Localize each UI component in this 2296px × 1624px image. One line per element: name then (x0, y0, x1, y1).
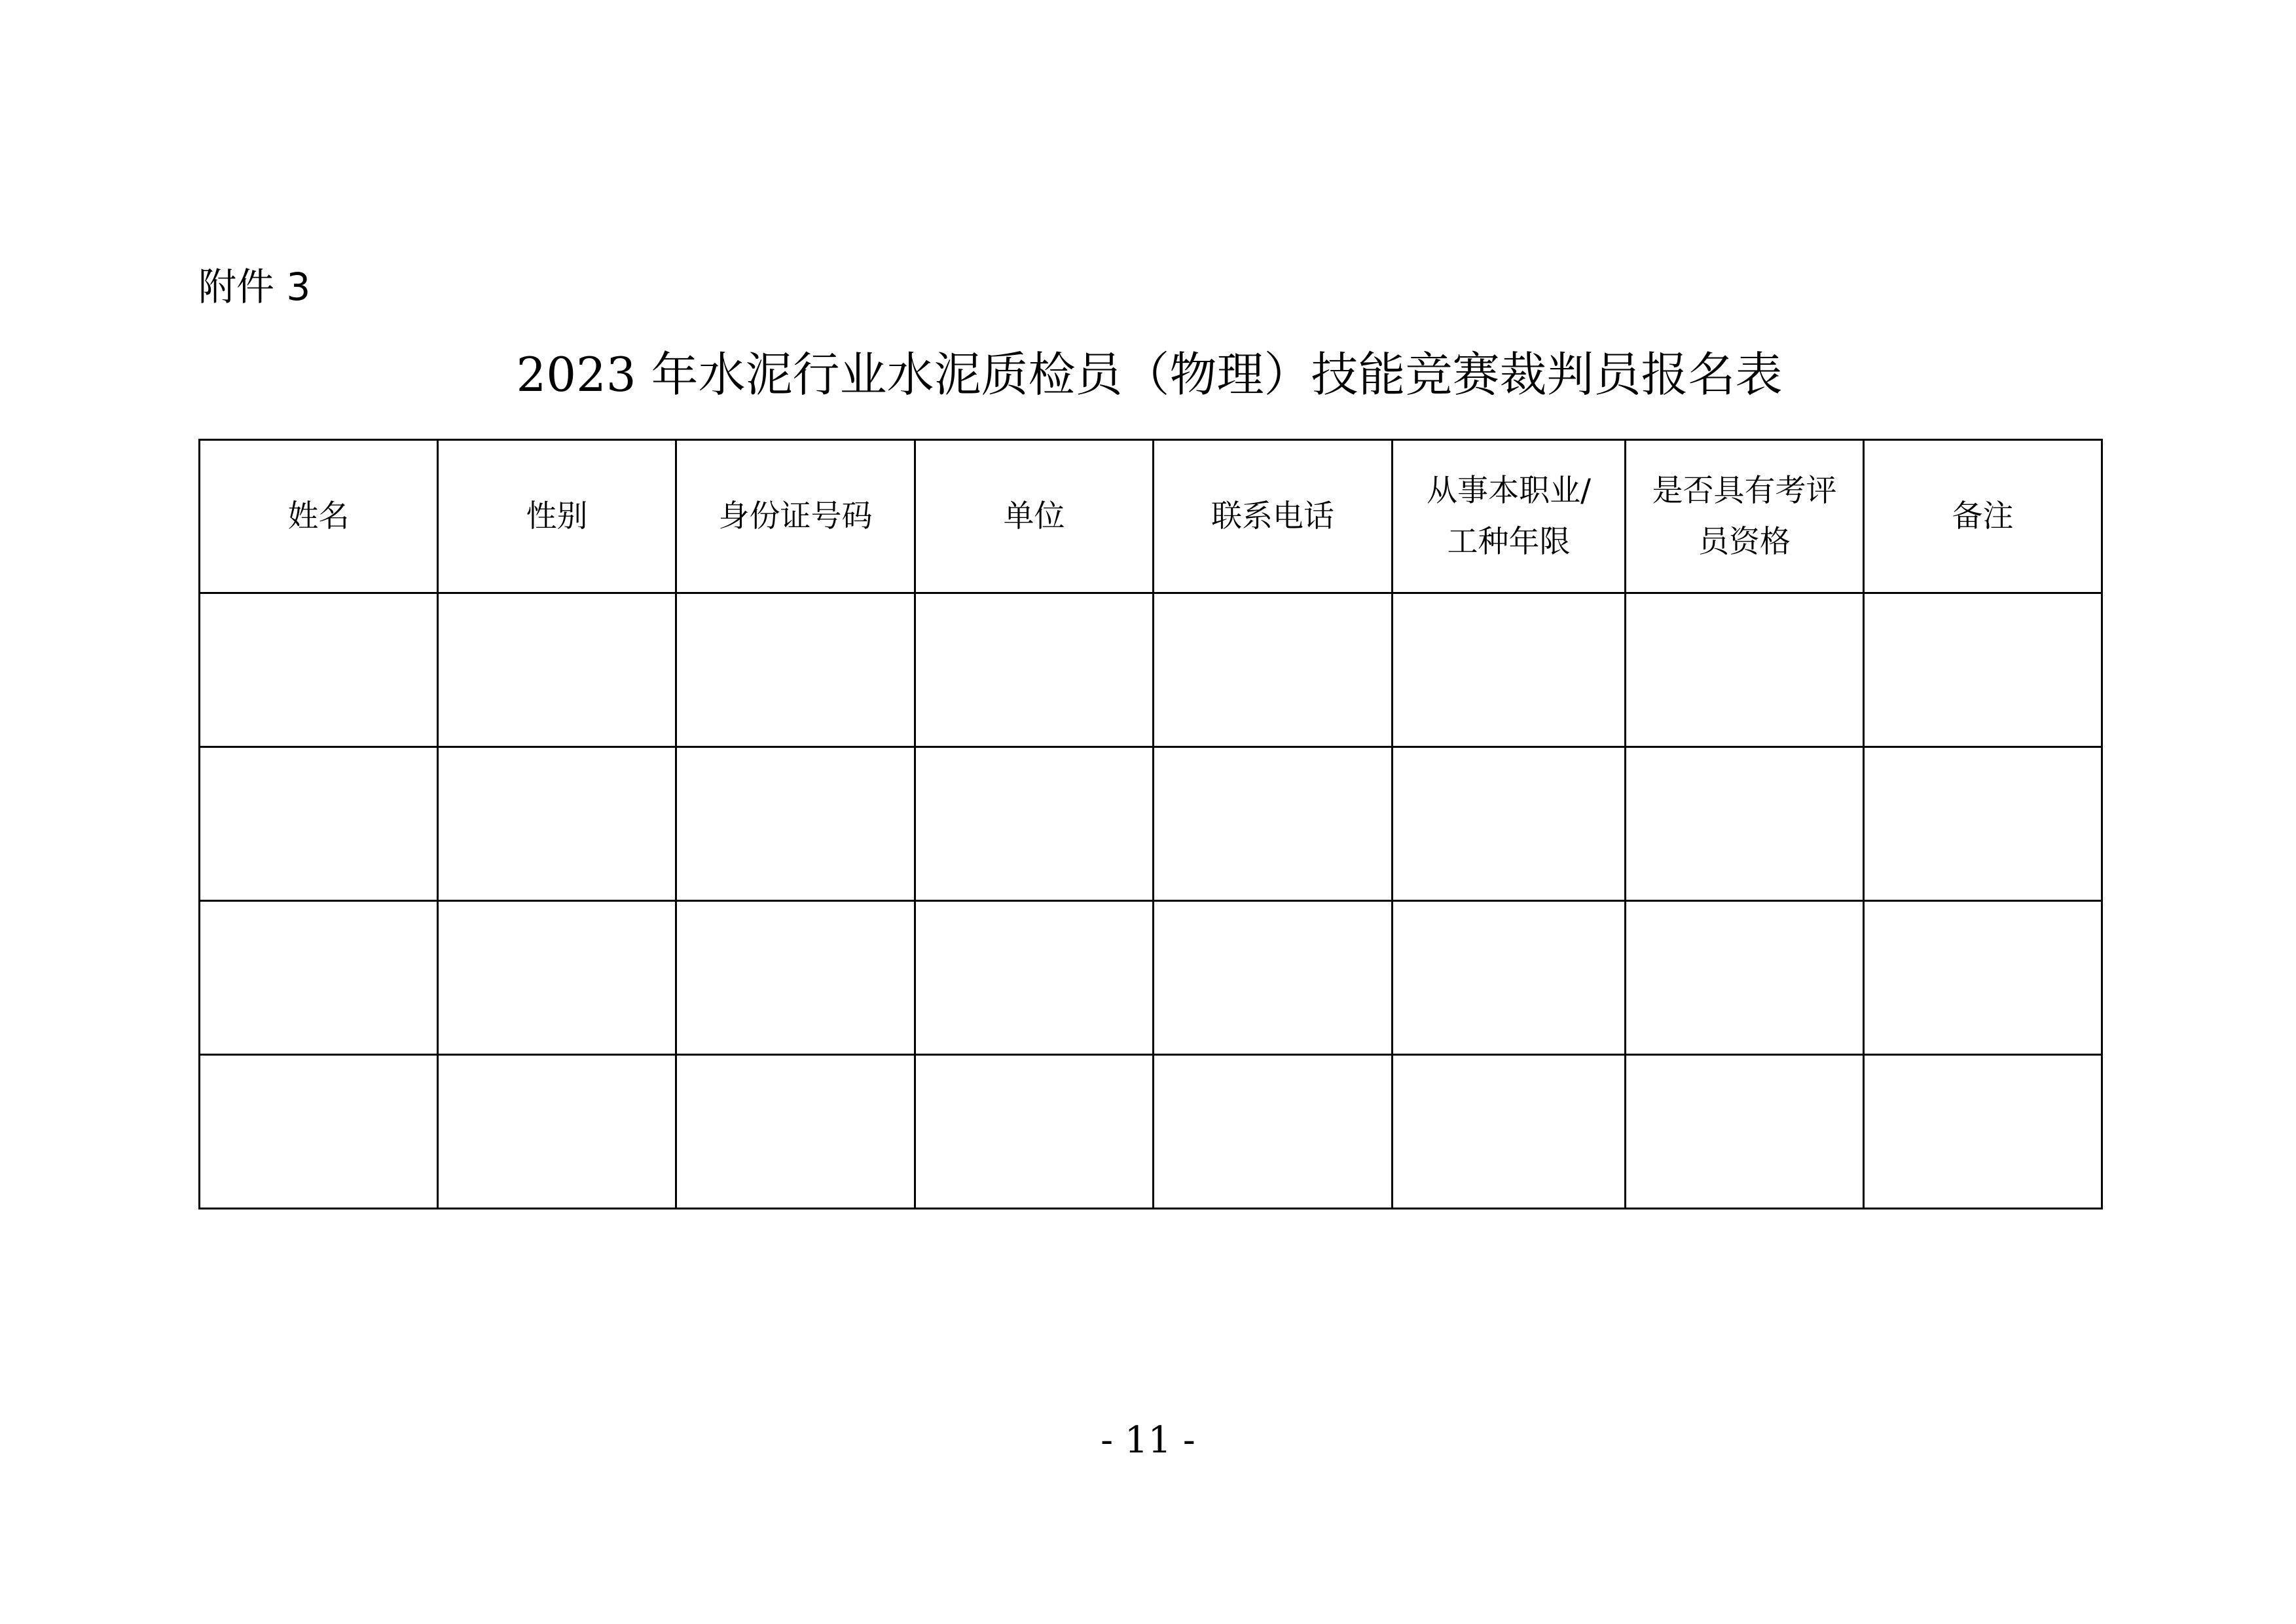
table-cell[interactable] (915, 593, 1154, 747)
attachment-label: 附件 3 (198, 265, 311, 309)
table-cell[interactable] (438, 901, 676, 1055)
table-cell[interactable] (438, 747, 676, 901)
table-cell[interactable] (1393, 747, 1626, 901)
header-examiner-qualification (1626, 440, 1864, 593)
table-cell[interactable] (200, 747, 438, 901)
header-line: 工种年限 (1447, 523, 1571, 560)
table-cell[interactable] (1864, 901, 2102, 1055)
header-id-number (676, 440, 915, 593)
table-cell[interactable] (200, 901, 438, 1055)
table-header-row (200, 440, 2102, 593)
table-cell[interactable] (1154, 593, 1393, 747)
header-years-in-occupation (1393, 440, 1626, 593)
table-cell[interactable] (1864, 593, 2102, 747)
header-line: 是否具有考评 (1652, 472, 1837, 509)
header-line: 姓名 (287, 498, 350, 534)
registration-table (198, 439, 2103, 1209)
table-cell[interactable] (1393, 1055, 1626, 1209)
header-remarks (1864, 440, 2102, 593)
header-line: 性别 (526, 498, 588, 534)
table-cell[interactable] (1864, 1055, 2102, 1209)
table-row (200, 901, 2102, 1055)
table-cell[interactable] (1626, 593, 1864, 747)
header-line: 从事本职业/ (1427, 472, 1591, 509)
table-cell[interactable] (1626, 901, 1864, 1055)
header-line: 联系电话 (1211, 498, 1334, 534)
table-cell[interactable] (200, 593, 438, 747)
table-cell[interactable] (1626, 747, 1864, 901)
table-row (200, 1055, 2102, 1209)
table-cell[interactable] (1154, 1055, 1393, 1209)
table-cell[interactable] (1393, 593, 1626, 747)
table-cell[interactable] (438, 593, 676, 747)
table-row (200, 593, 2102, 747)
table-cell[interactable] (676, 1055, 915, 1209)
table-cell[interactable] (1154, 901, 1393, 1055)
table-cell[interactable] (676, 747, 915, 901)
table-cell[interactable] (1154, 747, 1393, 901)
table-cell[interactable] (915, 901, 1154, 1055)
table-row (200, 747, 2102, 901)
header-line: 身份证号码 (718, 498, 873, 534)
table-cell[interactable] (1864, 747, 2102, 901)
table-cell[interactable] (200, 1055, 438, 1209)
header-name (200, 440, 438, 593)
document-title: 2023 年水泥行业水泥质检员（物理）技能竞赛裁判员报名表 (516, 347, 1783, 402)
table-cell[interactable] (676, 593, 915, 747)
table-cell[interactable] (915, 747, 1154, 901)
header-gender (438, 440, 676, 593)
table-cell[interactable] (1393, 901, 1626, 1055)
header-line: 单位 (1003, 498, 1065, 534)
page-number: - 11 - (1101, 1419, 1195, 1462)
table-cell[interactable] (915, 1055, 1154, 1209)
header-employer (915, 440, 1154, 593)
header-line: 备注 (1952, 498, 2014, 534)
header-line: 员资格 (1698, 523, 1791, 560)
table-cell[interactable] (676, 901, 915, 1055)
header-phone (1154, 440, 1393, 593)
table-cell[interactable] (438, 1055, 676, 1209)
table-cell[interactable] (1626, 1055, 1864, 1209)
